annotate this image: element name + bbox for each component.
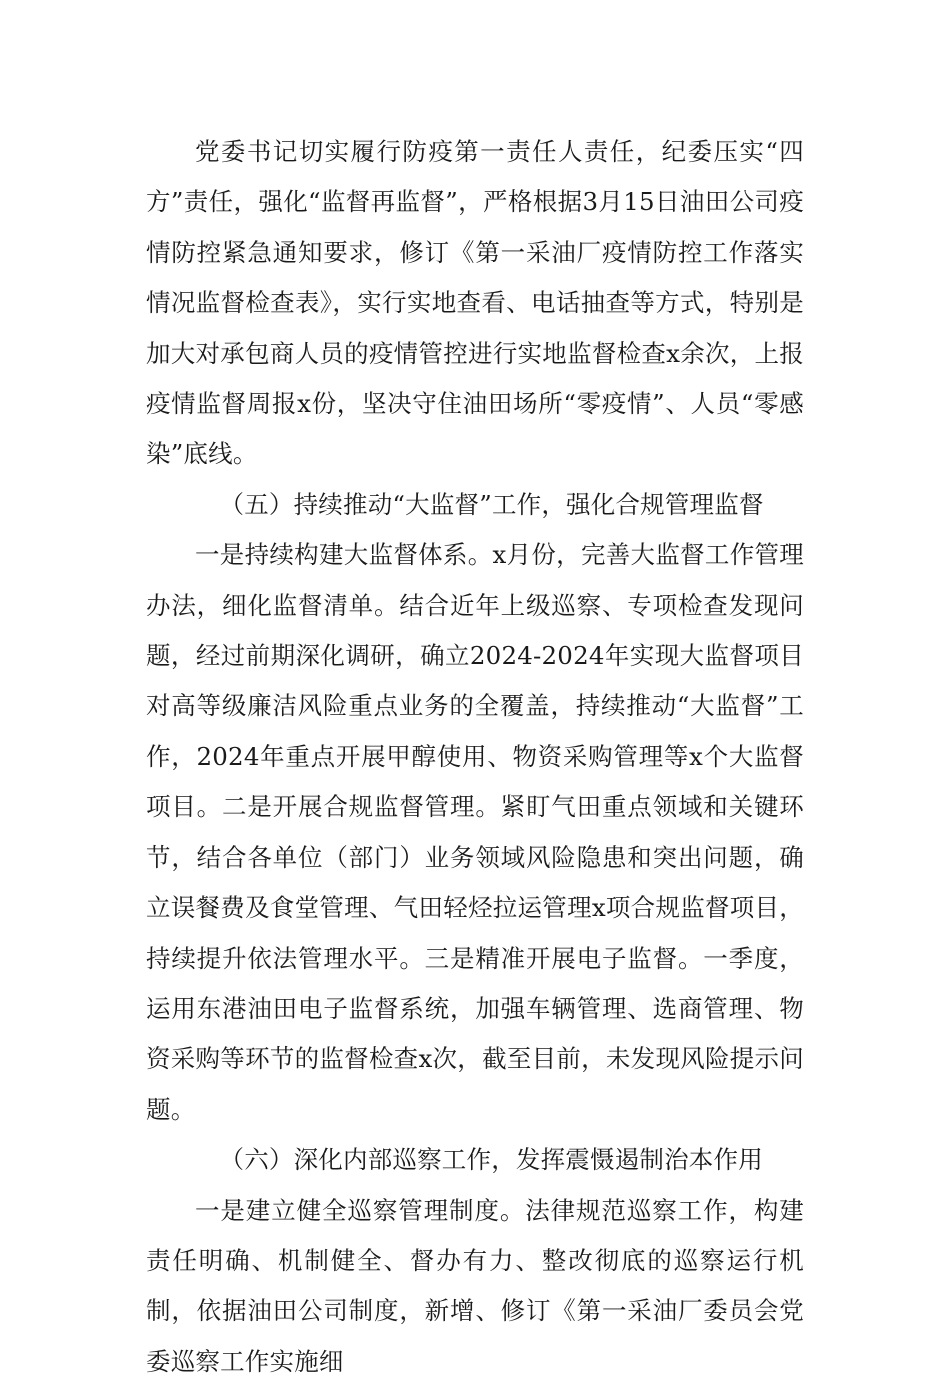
document-body <box>146 127 804 1387</box>
section-heading-6: （六）深化内部巡察工作，发挥震慑遏制治本作用 <box>219 1145 763 1175</box>
paragraph-epidemic-supervision: 党委书记切实履行防疫第一责任人责任，纪委压实“四方”责任，强化“监督再监督”，严格根据3月15日油田公司疫情防控紧急通知要求，修订《第一采油厂疫情防控工作落实情况监督检查表》，实行实地查看、电话抽查等方式，特别是加大对承包商人员的疫情管控进行实地监督检查x余次，上报疫情监督周报x份，坚决守住油田场所“零疫情”、人员“零感染”底线。 <box>146 137 804 469</box>
section-heading-5: （五）持续推动“大监督”工作，强化合规管理监督 <box>219 489 764 519</box>
paragraph-big-supervision: 一是持续构建大监督体系。x月份，完善大监督工作管理办法，细化监督清单。结合近年上级巡察、专项检查发现问题，经过前期深化调研，确立2024-2024年实现大监督项目对高等级廉洁风险重点业务的全覆盖，持续推动“大监督”工作，2024年重点开展甲醇使用、物资采购管理等x个大监督项目。二是开展合规监督管理。紧盯气田重点领域和关键环节，结合各单位（部门）业务领域风险隐患和突出问题，确立误餐费及食堂管理、气田轻烃拉运管理x项合规监督项目，持续提升依法管理水平。三是精准开展电子监督。一季度，运用东港油田电子监督系统，加强车辆管理、选商管理、物资采购等环节的监督检查x次，截至目前，未发现风险提示问题。 <box>146 540 804 1124</box>
paragraph-inspection-system: 一是建立健全巡察管理制度。法律规范巡察工作，构建责任明确、机制健全、督办有力、整改彻底的巡察运行机制，依据油田公司制度，新增、修订《第一采油厂委员会党委巡察工作实施细 <box>146 1195 804 1376</box>
